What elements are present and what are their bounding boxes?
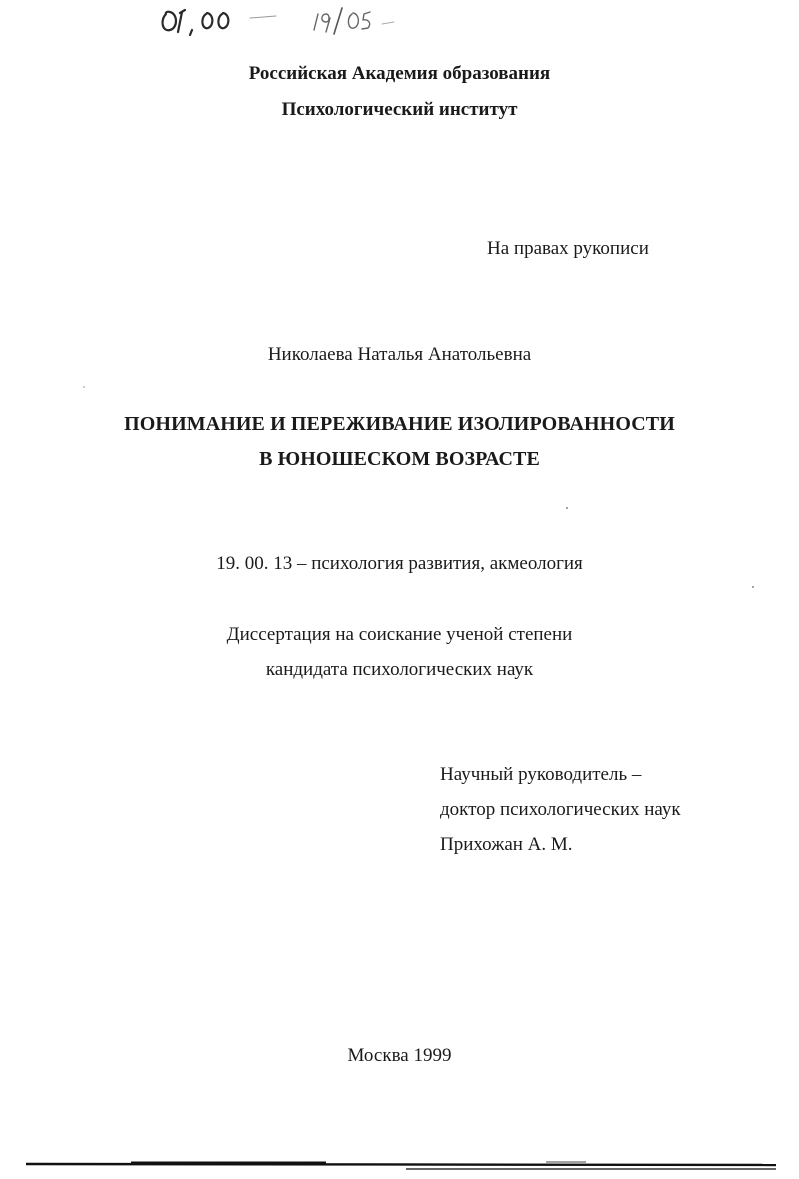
scan-edge-line <box>26 1159 776 1173</box>
place-and-year: Москва 1999 <box>347 1045 452 1066</box>
institute-name: Психологический институт <box>281 99 518 120</box>
dissertation-title-line-1: ПОНИМАНИЕ И ПЕРЕЖИВАНИЕ ИЗОЛИРОВАННОСТИ <box>124 413 675 435</box>
handwritten-scribble-graphic <box>158 2 498 38</box>
degree-line-1: Диссертация на соискание ученой степени <box>226 624 573 645</box>
scan-speck <box>566 507 568 509</box>
degree-line-2: кандидата психологических наук <box>265 659 534 680</box>
dissertation-title-line-2: В ЮНОШЕСКОМ ВОЗРАСТЕ <box>259 448 540 470</box>
supervisor-degree: доктор психологических наук <box>440 799 681 820</box>
scan-speck <box>83 386 85 388</box>
handwritten-archive-mark <box>158 2 498 38</box>
supervisor-name: Прихожан А. М. <box>440 834 573 855</box>
rights-note: На правах рукописи <box>487 238 649 259</box>
supervisor-role: Научный руководитель – <box>440 764 642 785</box>
scan-speck <box>752 586 754 588</box>
scan-edge-graphic <box>26 1159 776 1173</box>
academy-name: Российская Академия образования <box>248 63 551 84</box>
specialty-code: 19. 00. 13 – психология развития, акмеология <box>216 553 583 574</box>
author-name: Николаева Наталья Анатольевна <box>267 344 532 365</box>
